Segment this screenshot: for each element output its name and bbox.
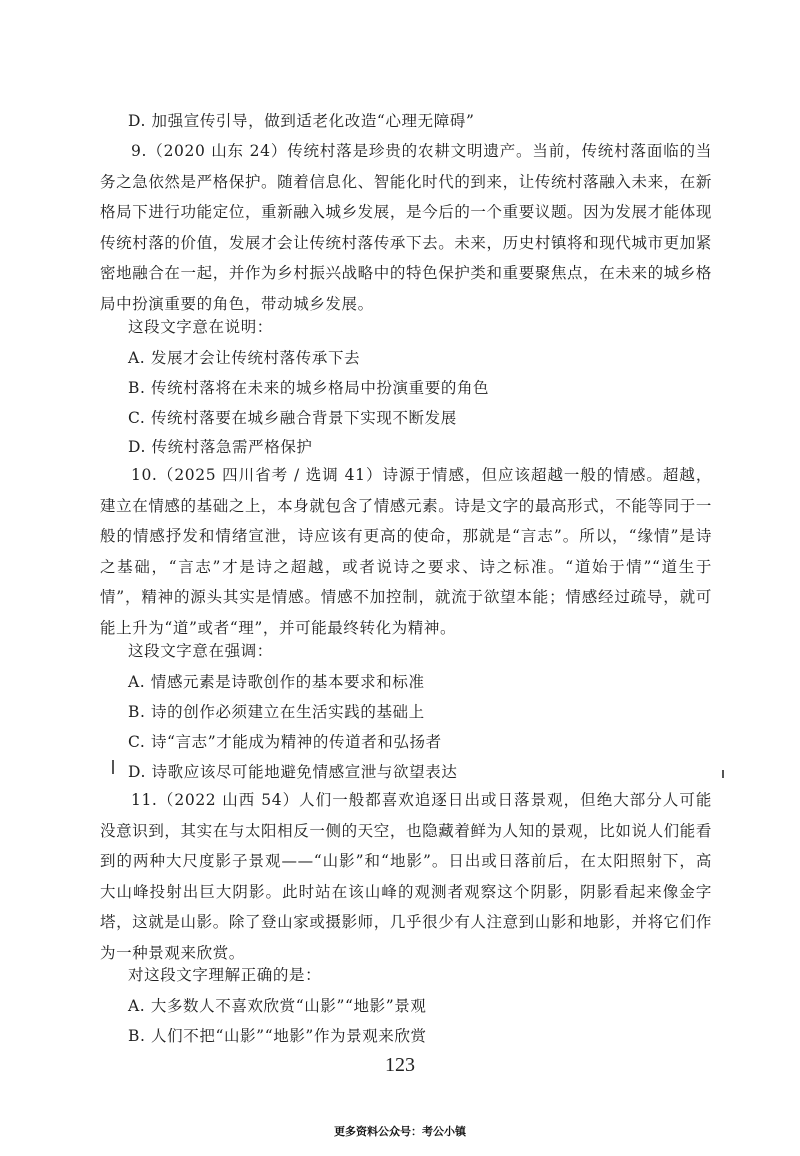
scan-mark xyxy=(722,770,724,778)
question-10-prompt: 这段文字意在强调： xyxy=(128,642,273,660)
question-9-prompt: 这段文字意在说明： xyxy=(128,318,273,336)
question-9-option-a: A. 发展才会让传统村落传承下去 xyxy=(128,349,361,367)
question-11-paragraph: 11.（2022 山西 54）人们一般都喜欢追逐日出或日落景观，但绝大部分人可能没意识到，其实在与太阳相反一侧的天空，也隐藏着鲜为人知的景观，比如说人们能看到的两种大尺度影子景观——“山影”和“地影”。日出或日落前后，在太阳照射下，高大山峰投射出巨大阴影。此时站在该山峰的观测者观察这个阴影，阴影看起来像金字塔，这就是山影。除了登山家或摄影师，几乎很少有人注意到山影和地影，并将它们作为一种景观来欣赏。 xyxy=(100,791,712,962)
question-9-option-b: B. 传统村落将在未来的城乡格局中扮演重要的角色 xyxy=(128,379,490,397)
question-11-option-a: A. 大多数人不喜欢欣赏“山影”“地影”景观 xyxy=(128,997,427,1015)
page-number: 123 xyxy=(385,1054,415,1076)
question-9-option-c: C. 传统村落要在城乡融合背景下实现不断发展 xyxy=(128,409,457,427)
question-11-prompt: 对这段文字理解正确的是： xyxy=(128,966,322,984)
previous-question-option-d: D. 加强宣传引导，做到适老化改造“心理无障碍” xyxy=(128,112,475,130)
question-10-option-a: A. 情感元素是诗歌创作的基本要求和标准 xyxy=(128,673,425,691)
question-10-paragraph: 10.（2025 四川省考 / 选调 41）诗源于情感，但应该超越一般的情感。超越，建立在情感的基础之上，本身就包含了情感元素。诗是文字的最高形式，不能等同于一般的情感抒发和情绪宣泄，诗应该有更高的使命，那就是“言志”。所以，“缘情”是诗之基础，“言志”才是诗之超越，或者说诗之要求、诗之标准。“道始于情”“道生于情”，精神的源头其实是情感。情感不加控制，就流于欲望本能；情感经过疏导，就可能上升为“道”或者“理”，并可能最终转化为精神。 xyxy=(100,466,712,637)
footer-note: 更多资料公众号：考公小镇 xyxy=(334,1125,466,1138)
question-11-option-b: B. 人们不把“山影”“地影”作为景观来欣赏 xyxy=(128,1027,427,1045)
scan-mark xyxy=(112,760,114,774)
question-10-option-b: B. 诗的创作必须建立在生活实践的基础上 xyxy=(128,703,425,721)
question-10-option-d: D. 诗歌应该尽可能地避免情感宣泄与欲望表达 xyxy=(128,763,458,781)
question-9-paragraph: 9.（2020 山东 24）传统村落是珍贵的农耕文明遗产。当前，传统村落面临的当务之急依然是严格保护。随着信息化、智能化时代的到来，让传统村落融入未来，在新格局下进行功能定位，重新融入城乡发展，是今后的一个重要议题。因为发展才能体现传统村落的价值，发展才会让传统村落传承下去。未来，历史村镇将和现代城市更加紧密地融合在一起，并作为乡村振兴战略中的特色保护类和重要聚焦点，在未来的城乡格局中扮演重要的角色，带动城乡发展。 xyxy=(100,142,712,313)
question-9-option-d: D. 传统村落急需严格保护 xyxy=(128,438,313,456)
question-10-option-c: C. 诗“言志”才能成为精神的传道者和弘扬者 xyxy=(128,733,442,751)
